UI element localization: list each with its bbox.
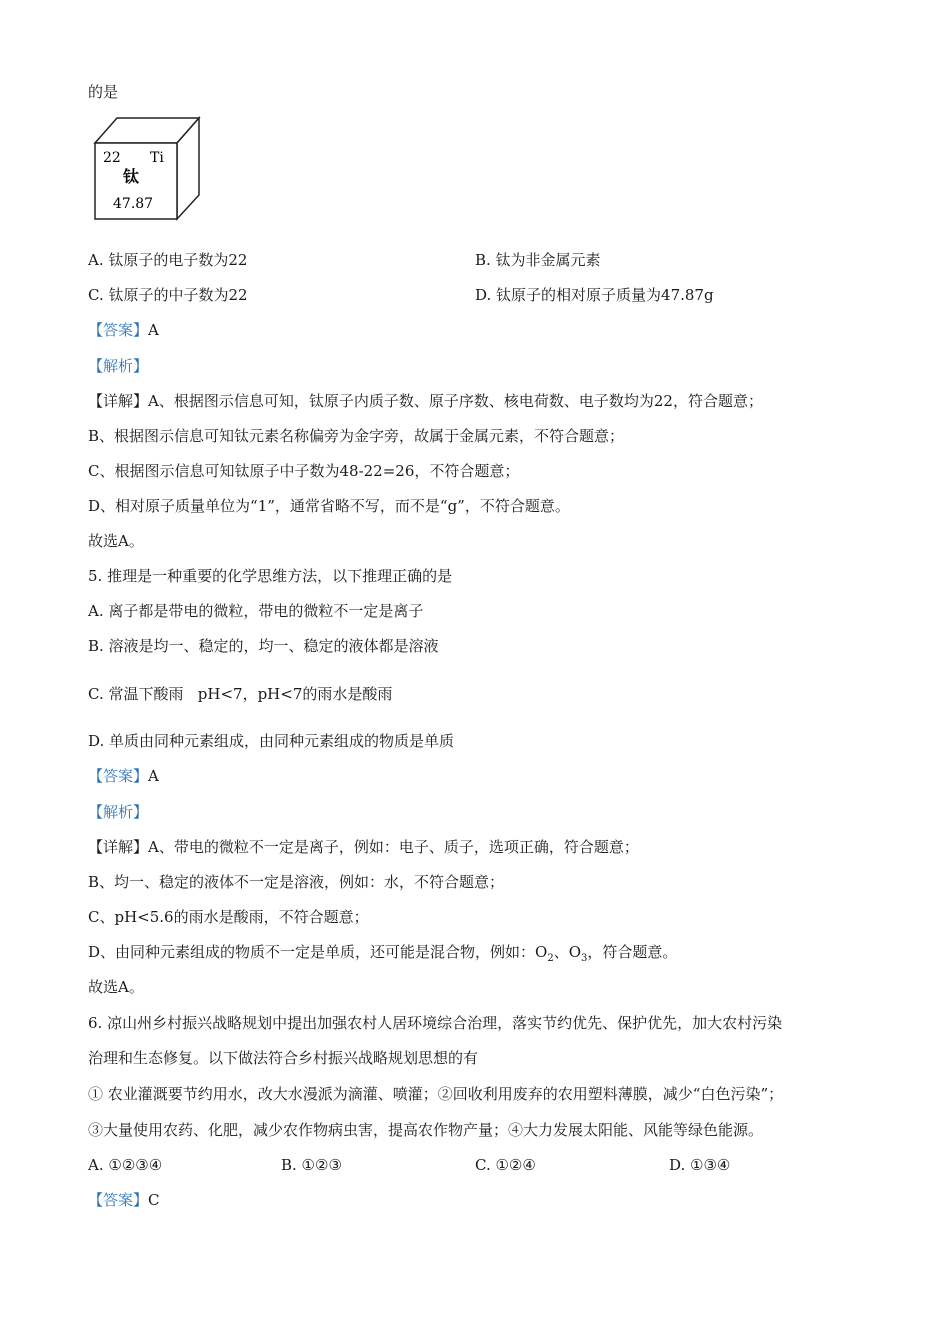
q6-option-c: C. ①②④ bbox=[475, 1156, 536, 1174]
q6-option-b: B. ①②③ bbox=[281, 1156, 342, 1174]
q4-option-d: D. 钛原子的相对原子质量为47.87g bbox=[475, 286, 714, 304]
q4-detail-b: B、根据图示信息可知钛元素名称偏旁为金字旁，故属于金属元素，不符合题意； bbox=[88, 427, 625, 445]
q4-detail-d: D、相对原子质量单位为“1”，通常省略不写，而不是“g”，不符合题意。 bbox=[88, 497, 570, 515]
answer-tag: 【答案】 bbox=[88, 321, 149, 339]
subscript: 3 bbox=[581, 953, 588, 964]
q6-stem-line-1: 6. 凉山州乡村振兴战略规划中提出加强农村人居环境综合治理，落实节约优先、保护优先，加大农村污染 bbox=[88, 1014, 783, 1032]
answer-value: A bbox=[148, 321, 159, 339]
analysis-tag: 【解析】 bbox=[88, 803, 149, 821]
detail-tag: 【详解】 bbox=[88, 838, 149, 856]
detail-text: A、带电的微粒不一定是离子，例如：电子、质子，选项正确，符合题意； bbox=[148, 838, 639, 856]
answer-tag: 【答案】 bbox=[88, 1191, 149, 1209]
q4-conclusion: 故选A。 bbox=[88, 532, 144, 550]
q6-option-a: A. ①②③④ bbox=[88, 1156, 163, 1174]
periodic-element-card bbox=[92, 115, 204, 221]
detail-text: ，符合题意。 bbox=[587, 943, 678, 961]
detail-text: A、根据图示信息可知，钛原子内质子数、原子序数、核电荷数、电子数均为22，符合题意； bbox=[148, 392, 763, 410]
element-symbol: Ti bbox=[150, 150, 164, 166]
q5-option-b: B. 溶液是均一、稳定的，均一、稳定的液体都是溶液 bbox=[88, 637, 439, 655]
q5-option-d: D. 单质由同种元素组成，由同种元素组成的物质是单质 bbox=[88, 732, 455, 750]
subscript: 2 bbox=[547, 953, 554, 964]
q5-answer bbox=[88, 766, 159, 786]
answer-tag: 【答案】 bbox=[88, 767, 149, 785]
q6-stem-line-2: 治理和生态修复。以下做法符合乡村振兴战略规划思想的有 bbox=[88, 1049, 479, 1067]
atomic-mass: 47.87 bbox=[113, 196, 154, 212]
question-stem-tail: 的是 bbox=[88, 83, 119, 101]
q5-detail-c: C、pH<5.6的雨水是酸雨，不符合题意； bbox=[88, 908, 369, 926]
q4-option-b: B. 钛为非金属元素 bbox=[475, 251, 601, 269]
q4-detail-a bbox=[88, 391, 763, 411]
analysis-tag: 【解析】 bbox=[88, 357, 149, 375]
q5-detail-d bbox=[88, 942, 677, 962]
answer-value: C bbox=[148, 1191, 160, 1209]
detail-text: D、由同种元素组成的物质不一定是单质，还可能是混合物，例如：O bbox=[88, 943, 548, 961]
q6-stem-line-3: ① 农业灌溉要节约用水，改大水漫派为滴灌、喷灌；②回收利用废弃的农用塑料薄膜，减少“白色污染”； bbox=[88, 1085, 784, 1103]
answer-value: A bbox=[148, 767, 159, 785]
q5-option-a: A. 离子都是带电的微粒，带电的微粒不一定是离子 bbox=[88, 602, 424, 620]
q4-analysis-heading bbox=[88, 356, 148, 376]
q6-answer bbox=[88, 1190, 160, 1210]
q4-option-c: C. 钛原子的中子数为22 bbox=[88, 286, 248, 304]
q5-stem: 5. 推理是一种重要的化学思维方法，以下推理正确的是 bbox=[88, 567, 453, 585]
q4-detail-c: C、根据图示信息可知钛原子中子数为48-22=26，不符合题意； bbox=[88, 462, 520, 480]
q5-analysis-heading bbox=[88, 802, 148, 822]
detail-tag: 【详解】 bbox=[88, 392, 149, 410]
q5-detail-b: B、均一、稳定的液体不一定是溶液，例如：水，不符合题意； bbox=[88, 873, 505, 891]
q4-answer bbox=[88, 320, 159, 340]
q6-option-d: D. ①③④ bbox=[669, 1156, 731, 1174]
element-name: 钛 bbox=[123, 167, 140, 186]
q5-conclusion: 故选A。 bbox=[88, 978, 144, 996]
q6-stem-line-4: ③大量使用农药、化肥，减少农作物病虫害，提高农作物产量；④大力发展太阳能、风能等绿色能源。 bbox=[88, 1121, 764, 1139]
detail-text: 、O bbox=[553, 943, 582, 961]
q4-option-a: A. 钛原子的电子数为22 bbox=[88, 251, 248, 269]
q5-detail-a bbox=[88, 837, 639, 857]
q5-option-c: C. 常温下酸雨 pH<7，pH<7的雨水是酸雨 bbox=[88, 685, 393, 703]
atomic-number: 22 bbox=[103, 150, 121, 166]
